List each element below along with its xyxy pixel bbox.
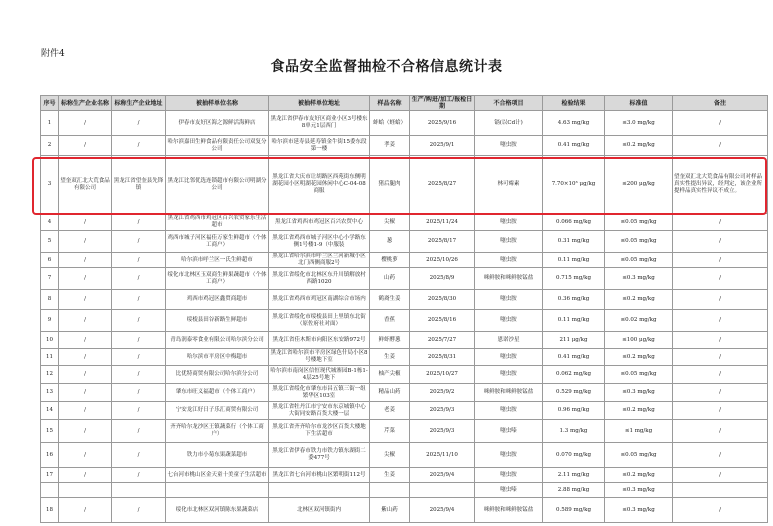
cell-item: 噻虫胺 xyxy=(475,253,543,268)
cell-no: 7 xyxy=(41,268,59,290)
table-row xyxy=(41,349,768,366)
cell-unit_addr: 哈尔滨市南岗区信恒现代城寨园B-1栋1-4层25号地下 xyxy=(269,366,370,384)
cell-item: 噻虫嗪 xyxy=(475,420,543,443)
cell-std: ≤0.2 mg/kg xyxy=(605,349,673,366)
cell-result: 0.062 mg/kg xyxy=(543,366,605,384)
cell-date: 2025/8/16 xyxy=(410,310,475,332)
cell-mfr_addr: / xyxy=(112,214,166,231)
cell-result: 0.41 mg/kg xyxy=(543,349,605,366)
cell-date: 2025/9/4 xyxy=(410,468,475,483)
cell-name: 葱 xyxy=(370,231,410,253)
cell-unit_addr: 黑龙江省鸡西市鸡冠区百兴农贸中心 xyxy=(269,214,370,231)
col-header-standard: 标准值 xyxy=(605,96,673,111)
cell-note: / xyxy=(673,290,768,310)
cell-unit: 哈尔滨市平房区中梅超市 xyxy=(166,349,269,366)
cell-unit_addr: 哈尔滨市延寿县延寿镇金牛街15委东段第一楼 xyxy=(269,136,370,156)
cell-no: 6 xyxy=(41,253,59,268)
cell-unit: 肇东市旺义福超市（个体工商户） xyxy=(166,384,269,402)
cell-std: ≤0.05 mg/kg xyxy=(605,443,673,468)
cell-std: ≤0.2 mg/kg xyxy=(605,468,673,483)
cell-note: / xyxy=(673,231,768,253)
cell-item: 噻虫胺 xyxy=(475,402,543,420)
cell-result: 1.3 mg/kg xyxy=(543,420,605,443)
table-row xyxy=(41,290,768,310)
cell-unit: 绥化市北林区玉双商生鲜果蔬超市（个体工商户） xyxy=(166,268,269,290)
cell-unit_addr: 黑龙江省七台河市桃山区繁明街112号 xyxy=(269,468,370,483)
cell-note: / xyxy=(673,310,768,332)
cell-no: 4 xyxy=(41,214,59,231)
cell-item: 噻虫胺 xyxy=(475,468,543,483)
cell-item: 噻虫胺 xyxy=(475,366,543,384)
cell-note: / xyxy=(673,420,768,443)
cell-unit xyxy=(166,483,269,498)
cell-item: 噻虫胺 xyxy=(475,349,543,366)
cell-std: ≤0.3 mg/kg xyxy=(605,268,673,290)
cell-mfr_addr: / xyxy=(112,290,166,310)
cell-unit: 鸡西市鸡冠区鑫贸商超市 xyxy=(166,290,269,310)
cell-unit_addr: 黑龙江省绥化市肇东市昌五镇三街一组繁华区103室 xyxy=(269,384,370,402)
cell-note: / xyxy=(673,332,768,349)
cell-name: 猪后腿肉 xyxy=(370,156,410,214)
cell-unit: 黑龙江省鸡西市鸡冠区百兴农贸家乐生活超市 xyxy=(166,214,269,231)
table-row xyxy=(41,384,768,402)
cell-item: 镉(以Cd计) xyxy=(475,111,543,136)
cell-note xyxy=(673,483,768,498)
table-row xyxy=(41,214,768,231)
cell-note: / xyxy=(673,384,768,402)
cell-unit: 宁安龙江好日子乐汇商贸有限公司 xyxy=(166,402,269,420)
cell-mfr_addr: / xyxy=(112,420,166,443)
cell-name: 柚产尖椒 xyxy=(370,366,410,384)
cell-mfr_addr: / xyxy=(112,498,166,523)
cell-date: 2025/11/10 xyxy=(410,443,475,468)
cell-date: 2025/9/4 xyxy=(410,498,475,523)
cell-name: 香蕉 xyxy=(370,310,410,332)
cell-date: 2025/8/31 xyxy=(410,349,475,366)
cell-unit_addr: 黑龙江省鸡西市鸡冠区南湖综合市场内 xyxy=(269,290,370,310)
col-header-item: 不合格项目 xyxy=(475,96,543,111)
table-row xyxy=(41,483,768,498)
cell-name: 尖椒 xyxy=(370,214,410,231)
cell-mfr: / xyxy=(59,384,112,402)
table-row xyxy=(41,420,768,443)
table-row xyxy=(41,253,768,268)
cell-name: 生姜 xyxy=(370,468,410,483)
cell-unit_addr: 黑龙江省佳木斯市向阳区东安路972号 xyxy=(269,332,370,349)
cell-name: 蚌蛤（蛏蛤） xyxy=(370,111,410,136)
cell-result: 211 μg/kg xyxy=(543,332,605,349)
cell-no: 14 xyxy=(41,402,59,420)
cell-std: ≤0.05 mg/kg xyxy=(605,253,673,268)
cell-no: 9 xyxy=(41,310,59,332)
cell-note: / xyxy=(673,253,768,268)
cell-std: ≤0.3 mg/kg xyxy=(605,483,673,498)
cell-std: ≤0.3 mg/kg xyxy=(605,498,673,523)
cell-result: 0.11 mg/kg xyxy=(543,253,605,268)
cell-std: ≤0.05 mg/kg xyxy=(605,366,673,384)
cell-date: 2025/9/3 xyxy=(410,402,475,420)
cell-unit: 比优特商贸有限公司哈尔滨分公司 xyxy=(166,366,269,384)
cell-no: 2 xyxy=(41,136,59,156)
cell-unit_addr: 黑龙江省鸡西市城子河区中心小学路东侧1号楼1-9（中服装 xyxy=(269,231,370,253)
cell-unit: 绥棱县田谷新路生鲜超市 xyxy=(166,310,269,332)
cell-date: 2025/9/16 xyxy=(410,111,475,136)
cell-std: ≤0.2 mg/kg xyxy=(605,136,673,156)
cell-std: ≤0.2 mg/kg xyxy=(605,402,673,420)
table-row xyxy=(41,366,768,384)
table-row xyxy=(41,111,768,136)
cell-mfr_addr: / xyxy=(112,443,166,468)
cell-date: 2025/8/9 xyxy=(410,268,475,290)
cell-name: 鹤裔生姜 xyxy=(370,290,410,310)
col-header-unit-addr: 被抽样单位地址 xyxy=(269,96,370,111)
table-row xyxy=(41,332,768,349)
cell-name: 生姜 xyxy=(370,349,410,366)
cell-result: 0.96 mg/kg xyxy=(543,402,605,420)
cell-no: 10 xyxy=(41,332,59,349)
cell-name: 紫山药 xyxy=(370,498,410,523)
cell-mfr_addr: / xyxy=(112,384,166,402)
cell-name: 老姜 xyxy=(370,402,410,420)
col-header-mfr: 标称生产企业名称 xyxy=(59,96,112,111)
cell-note: / xyxy=(673,402,768,420)
cell-unit_addr xyxy=(269,483,370,498)
cell-unit: 鸡西市城子河区福佳万家生鲜超市（个体工商户） xyxy=(166,231,269,253)
cell-mfr xyxy=(59,483,112,498)
cell-std: ≤0.2 mg/kg xyxy=(605,290,673,310)
cell-no: 15 xyxy=(41,420,59,443)
cell-unit: 哈尔滨市呼兰区一氏生鲜超市 xyxy=(166,253,269,268)
inspection-table xyxy=(40,95,768,523)
cell-unit: 齐齐哈尔龙沙区王镇蔬菜行（个体工商户） xyxy=(166,420,269,443)
cell-note: / xyxy=(673,366,768,384)
cell-result: 0.589 mg/kg xyxy=(543,498,605,523)
cell-std: ≤100 μg/kg xyxy=(605,332,673,349)
header-row xyxy=(41,96,768,111)
cell-no: 16 xyxy=(41,443,59,468)
cell-std: ≤0.05 mg/kg xyxy=(605,214,673,231)
page-title: 食品安全监督抽检不合格信息统计表 xyxy=(270,59,503,75)
cell-item: 噻虫胺 xyxy=(475,214,543,231)
cell-note: / xyxy=(673,268,768,290)
cell-mfr: / xyxy=(59,443,112,468)
cell-item: 咪鲜胺和咪鲜胺锰盐 xyxy=(475,268,543,290)
cell-mfr: / xyxy=(59,402,112,420)
col-header-sample: 样品名称 xyxy=(370,96,410,111)
cell-item: 噻虫胺 xyxy=(475,310,543,332)
cell-unit: 哈尔滨嘉田生鲜食品有限责任公司双复分公司 xyxy=(166,136,269,156)
cell-result: 0.070 mg/kg xyxy=(543,443,605,468)
cell-mfr: 望奎双汇北大荒食品有限公司 xyxy=(59,156,112,214)
cell-unit_addr: 黑龙江省哈尔滨市呼兰区兰河新城小区北门西侧商服2号 xyxy=(269,253,370,268)
cell-result: 4.63 mg/kg xyxy=(543,111,605,136)
cell-mfr: / xyxy=(59,310,112,332)
cell-result: 7.70×10³ μg/kg xyxy=(543,156,605,214)
cell-note: / xyxy=(673,468,768,483)
cell-name: 孝姜 xyxy=(370,136,410,156)
cell-mfr: / xyxy=(59,214,112,231)
cell-mfr: / xyxy=(59,136,112,156)
cell-mfr_addr: / xyxy=(112,253,166,268)
cell-mfr_addr: / xyxy=(112,268,166,290)
cell-no: 1 xyxy=(41,111,59,136)
cell-name: 樱桃萝 xyxy=(370,253,410,268)
cell-note: 望奎双汇北大荒食品有限公司对样品真实性提出异议，经判定，该企业所提样品真实性异议不成立。 xyxy=(673,156,768,214)
cell-item: 恩诺沙星 xyxy=(475,332,543,349)
cell-mfr_addr: / xyxy=(112,231,166,253)
cell-std: ≤200 μg/kg xyxy=(605,156,673,214)
cell-item: 咪鲜胺和咪鲜胺锰盐 xyxy=(475,498,543,523)
cell-mfr_addr: / xyxy=(112,468,166,483)
cell-result: 2.11 mg/kg xyxy=(543,468,605,483)
cell-result: 0.36 mg/kg xyxy=(543,290,605,310)
cell-no: 8 xyxy=(41,290,59,310)
cell-note: / xyxy=(673,443,768,468)
cell-mfr_addr: / xyxy=(112,366,166,384)
cell-note: / xyxy=(673,136,768,156)
cell-result: 0.066 mg/kg xyxy=(543,214,605,231)
cell-date: 2025/7/27 xyxy=(410,332,475,349)
cell-item: 噻虫胺 xyxy=(475,290,543,310)
cell-item: 林可霉素 xyxy=(475,156,543,214)
cell-mfr_addr xyxy=(112,483,166,498)
cell-item: 噻虫胺 xyxy=(475,443,543,468)
cell-no xyxy=(41,483,59,498)
cell-mfr: / xyxy=(59,366,112,384)
cell-mfr: / xyxy=(59,498,112,523)
cell-mfr: / xyxy=(59,253,112,268)
cell-unit_addr: 黑龙江省伊春市铁力市铁力镇东湖街二委477号 xyxy=(269,443,370,468)
cell-mfr: / xyxy=(59,290,112,310)
cell-std: ≤0.05 mg/kg xyxy=(605,231,673,253)
cell-mfr: / xyxy=(59,468,112,483)
cell-result: 2.88 mg/kg xyxy=(543,483,605,498)
table-row xyxy=(41,468,768,483)
cell-unit: 黑龙江比邻优选连锁超市有限公司明湖分公司 xyxy=(166,156,269,214)
cell-name: 芹菜 xyxy=(370,420,410,443)
cell-result: 0.529 mg/kg xyxy=(543,384,605,402)
cell-result: 0.31 mg/kg xyxy=(543,231,605,253)
cell-unit_addr: 黑龙江省绥化市北林区东升川镇解放村西路1020 xyxy=(269,268,370,290)
cell-result: 0.11 mg/kg xyxy=(543,310,605,332)
cell-name: 尖椒 xyxy=(370,443,410,468)
cell-mfr_addr: / xyxy=(112,402,166,420)
cell-mfr: / xyxy=(59,332,112,349)
cell-date: 2025/8/27 xyxy=(410,156,475,214)
cell-no: 12 xyxy=(41,366,59,384)
cell-unit: 七台河市桃山区金天童十美童子生活超市 xyxy=(166,468,269,483)
cell-date: 2025/8/30 xyxy=(410,290,475,310)
table-row xyxy=(41,156,768,214)
cell-unit_addr: 黑龙江省绥化市绥棱县田上里镇东北街（原佐府社对面） xyxy=(269,310,370,332)
cell-mfr: / xyxy=(59,420,112,443)
cell-date: 2025/9/3 xyxy=(410,420,475,443)
cell-no: 3 xyxy=(41,156,59,214)
cell-mfr_addr: / xyxy=(112,310,166,332)
cell-note: / xyxy=(673,498,768,523)
cell-item: 噻虫嗪 xyxy=(475,483,543,498)
cell-no: 13 xyxy=(41,384,59,402)
col-header-unit: 被抽样单位名称 xyxy=(166,96,269,111)
cell-unit_addr: 黑龙江省大庆市让胡路区西苑街东侧明湖花园小区明湖花园休闲中心C-04-08商服 xyxy=(269,156,370,214)
table-row xyxy=(41,231,768,253)
annex-label: 附件4 xyxy=(41,49,65,59)
cell-mfr: / xyxy=(59,349,112,366)
table-row xyxy=(41,268,768,290)
cell-mfr_addr: 黑龙江省望奎县先锋镇 xyxy=(112,156,166,214)
cell-item: 噻虫胺 xyxy=(475,231,543,253)
cell-date: 2025/9/2 xyxy=(410,384,475,402)
col-header-date: 生产/购进/加工/报检日期 xyxy=(410,96,475,111)
table-body xyxy=(41,111,768,523)
col-header-mfr-addr: 标称生产企业地址 xyxy=(112,96,166,111)
cell-unit_addr: 黑龙江省齐齐哈尔市龙沙区百货大楼地下生活超市 xyxy=(269,420,370,443)
cell-no: 11 xyxy=(41,349,59,366)
cell-unit_addr: 黑龙江省伊春市友好区商业小区3号楼东8单元1层西门 xyxy=(269,111,370,136)
cell-date: 2025/9/1 xyxy=(410,136,475,156)
cell-mfr_addr: / xyxy=(112,136,166,156)
cell-mfr_addr: / xyxy=(112,349,166,366)
col-header-note: 备注 xyxy=(673,96,768,111)
cell-note: / xyxy=(673,349,768,366)
cell-date: 2025/11/24 xyxy=(410,214,475,231)
table-row xyxy=(41,310,768,332)
cell-name xyxy=(370,483,410,498)
table-row xyxy=(41,402,768,420)
table-row xyxy=(41,498,768,523)
cell-name: 山药 xyxy=(370,268,410,290)
cell-no: 17 xyxy=(41,468,59,483)
col-header-result: 检验结果 xyxy=(543,96,605,111)
cell-note: / xyxy=(673,214,768,231)
cell-mfr_addr: / xyxy=(112,332,166,349)
cell-unit: 伊春市友好区海之源鲜活海鲜店 xyxy=(166,111,269,136)
cell-std: ≤0.02 mg/kg xyxy=(605,310,673,332)
cell-unit: 青岛润泰零食业有限公司哈尔滨分公司 xyxy=(166,332,269,349)
cell-unit_addr: 北林区双河镇街内 xyxy=(269,498,370,523)
table-row xyxy=(41,443,768,468)
cell-unit: 绥化市北林区双河镇陈东果蔬菜店 xyxy=(166,498,269,523)
cell-name: 鲜虾酵葱 xyxy=(370,332,410,349)
cell-no: 18 xyxy=(41,498,59,523)
cell-result: 0.41 mg/kg xyxy=(543,136,605,156)
cell-item: 咪鲜胺和咪鲜胺锰盐 xyxy=(475,384,543,402)
cell-unit_addr: 黑龙江省哈尔滨市平房区绿色什局小区8号楼地下室 xyxy=(269,349,370,366)
cell-date: 2025/10/26 xyxy=(410,253,475,268)
cell-item: 噻虫胺 xyxy=(475,136,543,156)
cell-mfr_addr: / xyxy=(112,111,166,136)
cell-no: 5 xyxy=(41,231,59,253)
table-row xyxy=(41,136,768,156)
cell-unit: 铁力市小菊东果蔬菜超市 xyxy=(166,443,269,468)
cell-mfr: / xyxy=(59,111,112,136)
cell-date xyxy=(410,483,475,498)
cell-unit_addr: 黑龙江省牡丹江市宁安市东京城镇中心大街同安路百货大楼一层 xyxy=(269,402,370,420)
cell-mfr: / xyxy=(59,231,112,253)
col-header-no: 序号 xyxy=(41,96,59,111)
cell-mfr: / xyxy=(59,268,112,290)
cell-name: 精品山药 xyxy=(370,384,410,402)
cell-note: / xyxy=(673,111,768,136)
cell-date: 2025/10/27 xyxy=(410,366,475,384)
cell-std: ≤0.3 mg/kg xyxy=(605,384,673,402)
cell-result: 0.715 mg/kg xyxy=(543,268,605,290)
cell-date: 2025/8/17 xyxy=(410,231,475,253)
cell-std: ≤1 mg/kg xyxy=(605,420,673,443)
cell-std: ≤3.0 mg/kg xyxy=(605,111,673,136)
